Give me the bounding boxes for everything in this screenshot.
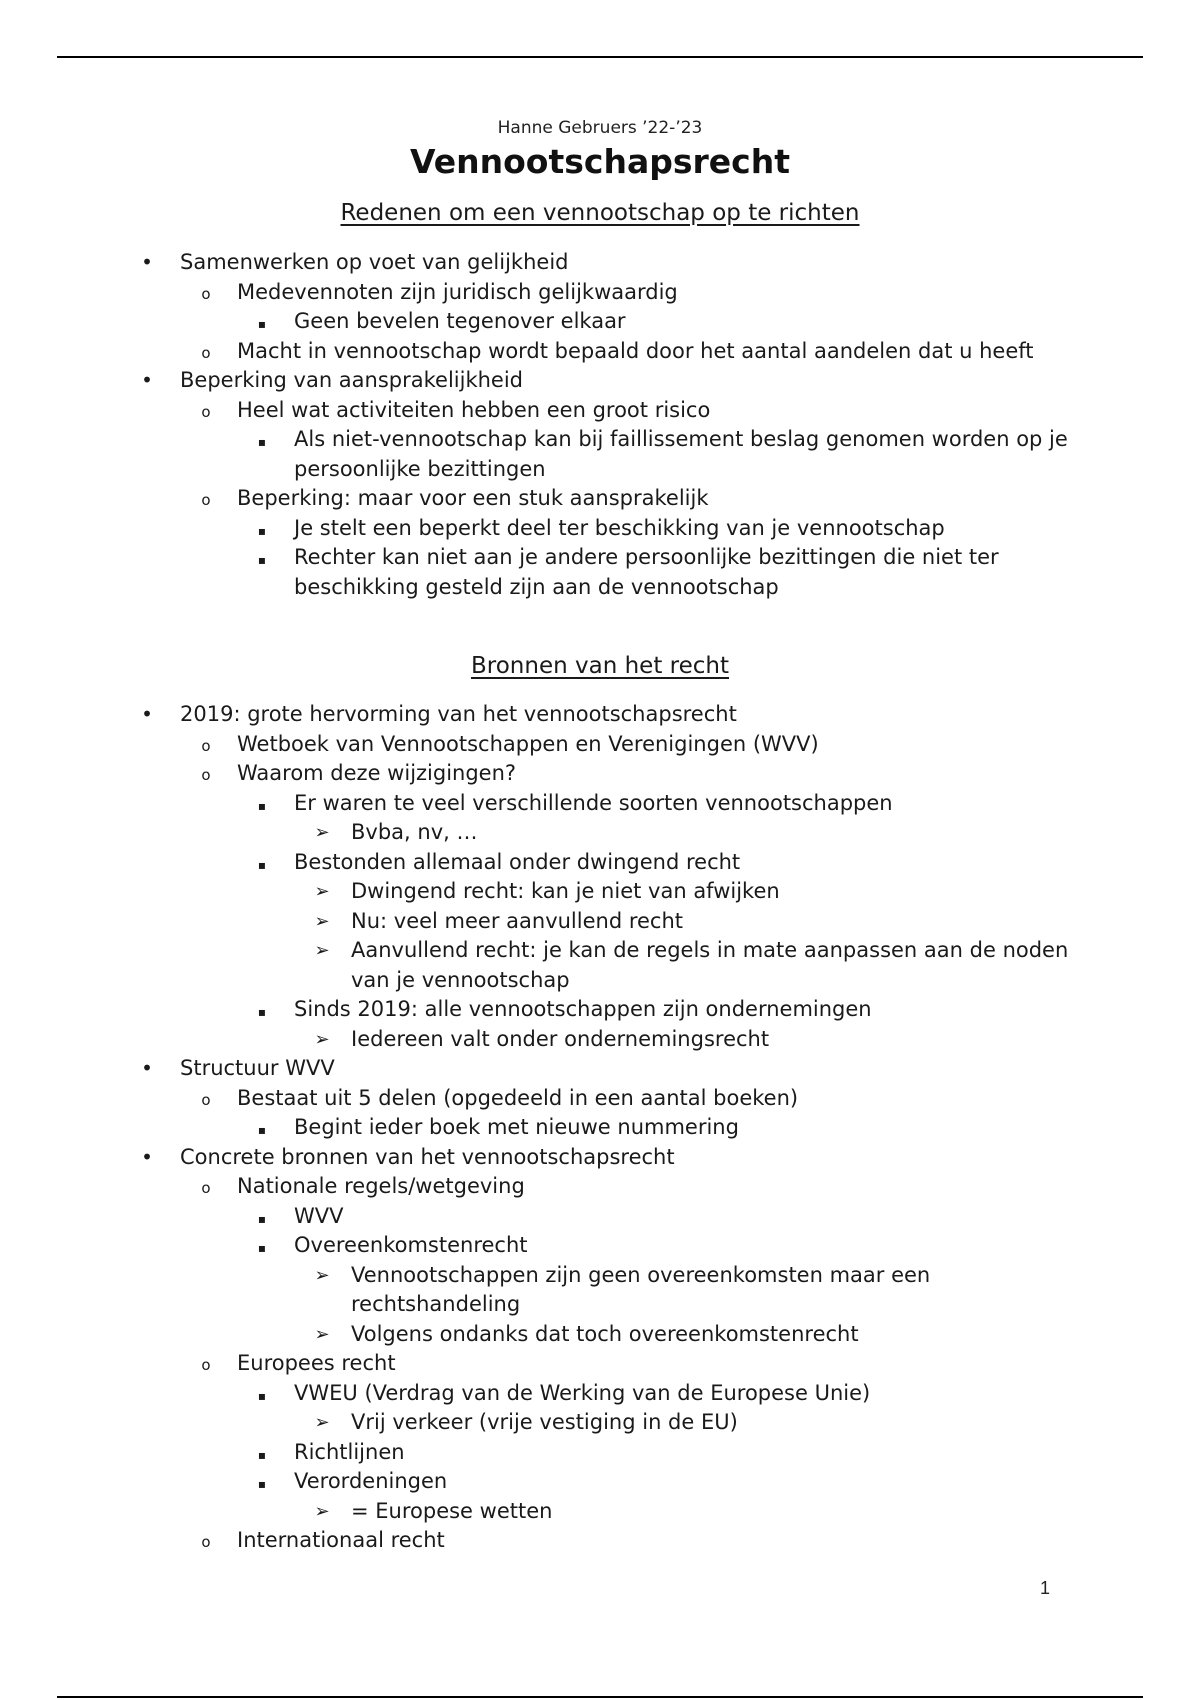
bullet-level-1-icon: • bbox=[141, 1144, 153, 1169]
list-item bbox=[0, 337, 1200, 367]
list-item-text: Beperking van aansprakelijkheid bbox=[180, 368, 524, 392]
list-item-text: Vennootschappen zijn geen overeenkomsten maar een rechtshandeling bbox=[351, 1262, 931, 1316]
list-item-text: Bestaat uit 5 delen (opgedeeld in een aantal boeken) bbox=[237, 1085, 799, 1110]
section-heading-sources: Bronnen van het recht bbox=[471, 653, 729, 679]
list-item bbox=[0, 1438, 1200, 1468]
list-item-text: Europees recht bbox=[237, 1351, 396, 1375]
bullet-level-1-icon: • bbox=[141, 702, 153, 726]
bullet-level-2-icon: o bbox=[201, 1179, 211, 1197]
bullet-level-4-icon: ➢ bbox=[314, 822, 330, 843]
bullet-level-1-icon: • bbox=[141, 250, 153, 274]
list-item-text: Samenwerken op voet van gelijkheid bbox=[180, 250, 569, 274]
list-item bbox=[0, 848, 1200, 878]
bullet-level-2-icon: o bbox=[201, 1356, 211, 1374]
list-item-text: Bvba, nv, … bbox=[351, 820, 478, 844]
list-item-text: Nu: veel meer aanvullend recht bbox=[351, 908, 684, 933]
list-item-text: Vrij verkeer (vrije vestiging in de EU) bbox=[351, 1410, 738, 1434]
list-item bbox=[0, 789, 1200, 819]
list-item-text: Macht in vennootschap wordt bepaald door het aantal aandelen dat u heeft bbox=[237, 338, 1034, 363]
list-item-text: Internationaal recht bbox=[237, 1528, 445, 1552]
list-item-text: = Europese wetten bbox=[351, 1498, 553, 1523]
list-item-text: Geen bevelen tegenover elkaar bbox=[294, 309, 626, 333]
bullet-level-1-icon: • bbox=[141, 1056, 153, 1080]
list-item bbox=[0, 248, 1200, 278]
list-item bbox=[0, 730, 1200, 760]
list-item bbox=[0, 1379, 1200, 1409]
bullet-level-3-icon: ▪ bbox=[257, 798, 267, 813]
list-item-text: WVV bbox=[294, 1203, 344, 1228]
bullet-level-2-icon: o bbox=[201, 1090, 211, 1109]
list-item-text: Als niet-vennootschap kan bij faillissement beslag genomen worden op je persoonlijke bezittingen bbox=[294, 427, 1068, 481]
bullet-level-3-icon: ▪ bbox=[257, 1123, 267, 1137]
list-item-text: Concrete bronnen van het vennootschapsrecht bbox=[180, 1144, 675, 1169]
list-item bbox=[0, 1202, 1200, 1232]
bullet-level-3-icon: ▪ bbox=[257, 1005, 267, 1019]
list-item bbox=[0, 1231, 1200, 1261]
bullet-level-4-icon: ➢ bbox=[314, 1323, 330, 1345]
list-item-text: Beperking: maar voor een stuk aansprakelijk bbox=[237, 486, 709, 510]
list-item bbox=[0, 396, 1200, 426]
list-item-text: Dwingend recht: kan je niet van afwijken bbox=[351, 879, 780, 903]
list-item-text: Structuur WVV bbox=[180, 1056, 335, 1080]
list-item-text: Sinds 2019: alle vennootschappen zijn ondernemingen bbox=[294, 997, 872, 1021]
bullet-level-2-icon: o bbox=[201, 766, 211, 784]
list-item bbox=[0, 1025, 1200, 1055]
bullet-level-3-icon: ▪ bbox=[257, 317, 267, 331]
bullet-level-2-icon: o bbox=[201, 284, 211, 303]
list-item-text: Heel wat activiteiten hebben een groot risico bbox=[237, 397, 711, 422]
list-item bbox=[0, 759, 1200, 789]
list-item-text: Volgens ondanks dat toch overeenkomstenrecht bbox=[351, 1321, 859, 1346]
bullet-level-4-icon: ➢ bbox=[314, 1028, 330, 1050]
author-line: Hanne Gebruers ’22-’23 bbox=[497, 118, 703, 138]
list-item bbox=[0, 278, 1200, 308]
list-item bbox=[0, 818, 1200, 848]
list-item bbox=[0, 995, 1200, 1025]
bullet-level-1-icon: • bbox=[141, 368, 153, 392]
list-item bbox=[0, 514, 1200, 544]
bullet-level-3-icon: ▪ bbox=[257, 857, 267, 872]
list-item-text: Richtlijnen bbox=[294, 1439, 405, 1464]
top-rule bbox=[57, 56, 1143, 58]
list-item bbox=[0, 1408, 1200, 1438]
bullet-level-4-icon: ➢ bbox=[314, 1500, 330, 1522]
bullet-level-3-icon: ▪ bbox=[257, 523, 267, 538]
list-item bbox=[0, 307, 1200, 337]
section-heading-reasons: Redenen om een vennootschap op te richten bbox=[340, 200, 860, 226]
list-item bbox=[0, 1320, 1200, 1350]
list-item-text: VWEU (Verdrag van de Werking van de Europese Unie) bbox=[294, 1380, 871, 1405]
bullet-level-4-icon: ➢ bbox=[314, 881, 330, 902]
bullet-level-3-icon: ▪ bbox=[257, 1447, 267, 1462]
list-item bbox=[0, 484, 1200, 514]
list-item bbox=[0, 1261, 1200, 1320]
bottom-rule bbox=[57, 1696, 1143, 1698]
list-item bbox=[0, 1467, 1200, 1497]
list-item bbox=[0, 366, 1200, 396]
bullet-level-4-icon: ➢ bbox=[314, 940, 330, 961]
bullet-level-4-icon: ➢ bbox=[314, 910, 330, 932]
list-item-text: Aanvullend recht: je kan de regels in mate aanpassen aan de noden van je vennootschap bbox=[351, 938, 1069, 992]
list-item bbox=[0, 1526, 1200, 1556]
bullet-level-2-icon: o bbox=[201, 491, 211, 509]
list-item bbox=[0, 1084, 1200, 1114]
list-item bbox=[0, 1113, 1200, 1143]
list-item bbox=[0, 1143, 1200, 1173]
bullet-level-3-icon: ▪ bbox=[257, 1211, 267, 1226]
list-item-text: Je stelt een beperkt deel ter beschikking van je vennootschap bbox=[294, 515, 945, 540]
list-item bbox=[0, 936, 1200, 995]
reasons-list bbox=[0, 248, 1200, 602]
list-item bbox=[0, 1054, 1200, 1084]
list-item bbox=[0, 1172, 1200, 1202]
list-item-text: Begint ieder boek met nieuwe nummering bbox=[294, 1115, 739, 1139]
list-item bbox=[0, 907, 1200, 937]
bullet-level-4-icon: ➢ bbox=[314, 1412, 330, 1433]
bullet-level-3-icon: ▪ bbox=[257, 1388, 267, 1403]
list-item bbox=[0, 1497, 1200, 1527]
bullet-level-2-icon: o bbox=[201, 736, 211, 755]
list-item-text: Iedereen valt onder ondernemingsrecht bbox=[351, 1026, 770, 1051]
list-item-text: Verordeningen bbox=[294, 1469, 448, 1493]
bullet-level-3-icon: ▪ bbox=[257, 1241, 267, 1255]
list-item-text: Waarom deze wijzigingen? bbox=[237, 761, 517, 785]
sources-list bbox=[0, 700, 1200, 1556]
bullet-level-3-icon: ▪ bbox=[257, 435, 267, 449]
bullet-level-3-icon: ▪ bbox=[257, 553, 267, 567]
bullet-level-2-icon: o bbox=[201, 402, 211, 421]
list-item bbox=[0, 543, 1200, 602]
list-item bbox=[0, 1349, 1200, 1379]
list-item bbox=[0, 877, 1200, 907]
list-item bbox=[0, 700, 1200, 730]
list-item bbox=[0, 425, 1200, 484]
list-item-text: Rechter kan niet aan je andere persoonlijke bezittingen die niet ter beschikking gesteld zijn aan de vennootschap bbox=[294, 545, 999, 599]
list-item-text: Wetboek van Vennootschappen en Verenigingen (WVV) bbox=[237, 731, 819, 756]
page-number: 1 bbox=[1040, 1578, 1051, 1598]
bullet-level-2-icon: o bbox=[201, 1533, 211, 1551]
list-item-text: Er waren te veel verschillende soorten vennootschappen bbox=[294, 790, 893, 815]
list-item-text: 2019: grote hervorming van het vennootschapsrecht bbox=[180, 702, 737, 726]
list-item-text: Medevennoten zijn juridisch gelijkwaardig bbox=[237, 279, 678, 304]
list-item-text: Nationale regels/wetgeving bbox=[237, 1174, 525, 1198]
bullet-level-4-icon: ➢ bbox=[314, 1264, 330, 1286]
list-item-text: Bestonden allemaal onder dwingend recht bbox=[294, 849, 741, 874]
page-title: Vennootschapsrecht bbox=[410, 142, 790, 181]
bullet-level-3-icon: ▪ bbox=[257, 1477, 267, 1491]
list-item-text: Overeenkomstenrecht bbox=[294, 1233, 528, 1257]
bullet-level-2-icon: o bbox=[201, 343, 211, 362]
